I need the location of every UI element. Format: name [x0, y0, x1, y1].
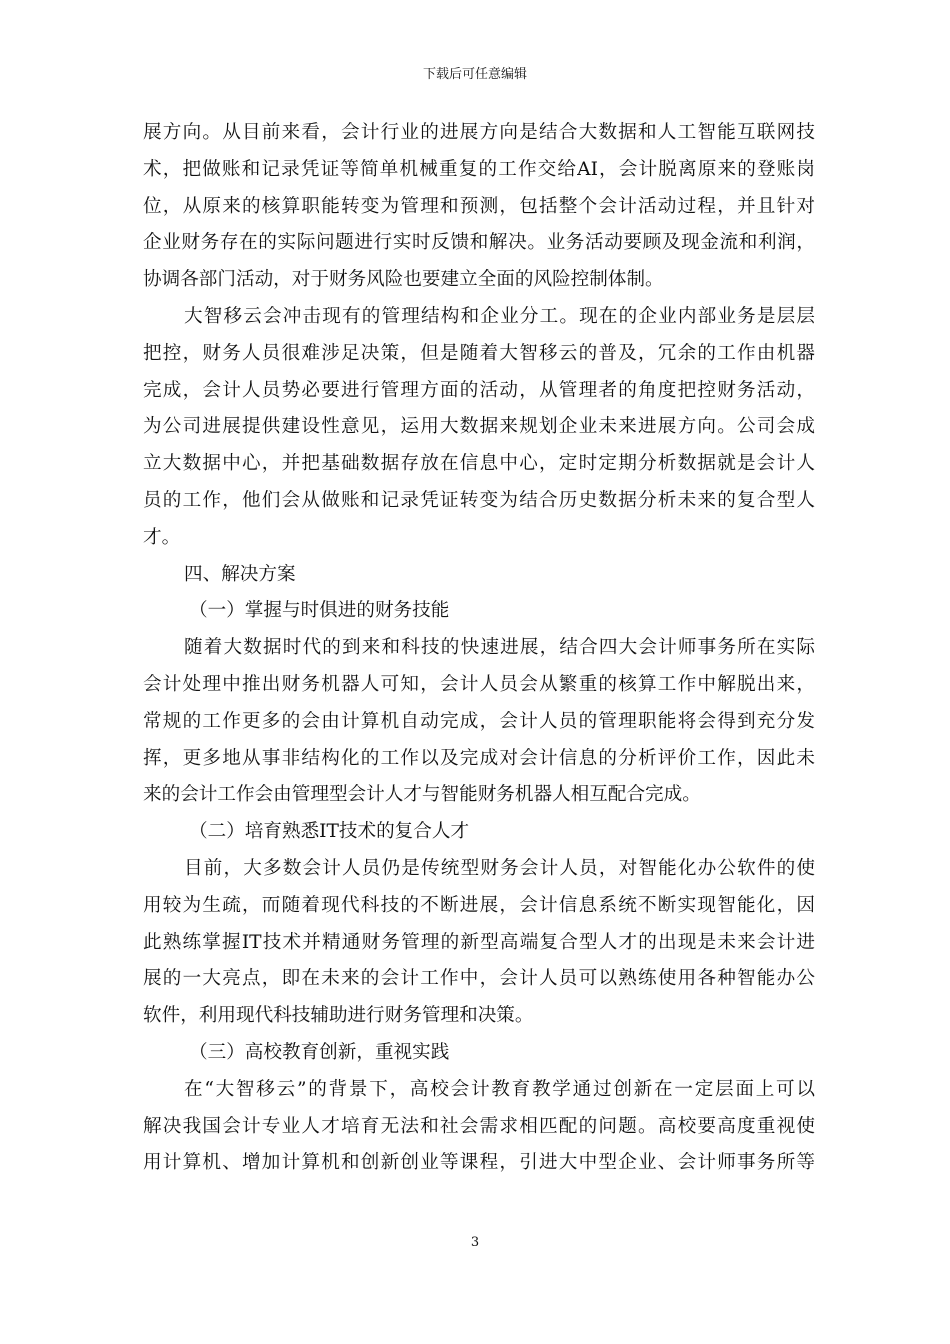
text-line: 展的一大亮点，即在未来的会计工作中，会计人员可以熟练使用各种智能办公	[143, 968, 815, 990]
page-number: 3	[470, 1235, 480, 1250]
text-line: 把控，财务人员很难涉足决策，但是随着大智移云的普及，冗余的工作由机器	[143, 342, 815, 364]
text-line: 员的工作，他们会从做账和记录凭证转变为结合历史数据分析未来的复合型人	[143, 489, 815, 511]
page-header: 下载后可任意编辑	[422, 67, 527, 82]
subsection-heading: （二）培育熟悉IT技术的复合人才	[189, 821, 470, 843]
text-line: 位，从原来的核算职能转变为管理和预测，包括整个会计活动过程，并且针对	[143, 195, 815, 217]
text-line: 会计处理中推出财务机器人可知，会计人员会从繁重的核算工作中解脱出来，	[143, 673, 815, 695]
text-line: 用计算机、增加计算机和创新创业等课程，引进大中型企业、会计师事务所等	[143, 1152, 815, 1174]
paragraph-first-line: 随着大数据时代的到来和科技的快速进展，结合四大会计师事务所在实际	[184, 637, 815, 659]
text-line: 术，把做账和记录凭证等简单机械重复的工作交给AI，会计脱离原来的登账岗	[143, 158, 815, 180]
text-line: 挥，更多地从事非结构化的工作以及完成对会计信息的分析评价工作，因此未	[143, 747, 815, 769]
body-text	[143, 115, 815, 1182]
text-line: 用较为生疏，而随着现代科技的不断进展，会计信息系统不断实现智能化，因	[143, 894, 815, 916]
paragraph-first-line: 在“大智移云”的背景下，高校会计教育教学通过创新在一定层面上可以	[184, 1078, 815, 1100]
subsection-heading: （一）掌握与时俱进的财务技能	[189, 600, 450, 622]
paragraph-first-line: 目前，大多数会计人员仍是传统型财务会计人员，对智能化办公软件的使	[184, 857, 815, 879]
text-line: 常规的工作更多的会由计算机自动完成，会计人员的管理职能将会得到充分发	[143, 710, 815, 732]
text-line: 来的会计工作会由管理型会计人才与智能财务机器人相互配合完成。	[143, 784, 701, 806]
paragraph-first-line: 大智移云会冲击现有的管理结构和企业分工。现在的企业内部业务是层层	[184, 305, 815, 327]
text-line: 完成，会计人员势必要进行管理方面的活动，从管理者的角度把控财务活动，	[143, 379, 815, 401]
text-line: 企业财务存在的实际问题进行实时反馈和解决。业务活动要顾及现金流和利润，	[143, 232, 815, 254]
text-line: 软件，利用现代科技辅助进行财务管理和决策。	[143, 1005, 534, 1027]
text-line: 此熟练掌握IT技术并精通财务管理的新型高端复合型人才的出现是未来会计进	[143, 931, 815, 953]
text-line: 展方向。从目前来看，会计行业的进展方向是结合大数据和人工智能互联网技	[143, 122, 815, 143]
text-line: 协调各部门活动，对于财务风险也要建立全面的风险控制体制。	[143, 269, 664, 291]
text-line: 解决我国会计专业人才培育无法和社会需求相匹配的问题。高校要高度重视使	[143, 1115, 815, 1137]
text-line: 立大数据中心，并把基础数据存放在信息中心，定时定期分析数据就是会计人	[143, 453, 815, 475]
subsection-heading: （三）高校教育创新，重视实践	[189, 1041, 450, 1063]
text-line: 才。	[143, 526, 181, 548]
text-line: 为公司进展提供建设性意见，运用大数据来规划企业未来进展方向。公司会成	[143, 416, 815, 438]
section-heading: 四、解决方案	[184, 563, 296, 585]
